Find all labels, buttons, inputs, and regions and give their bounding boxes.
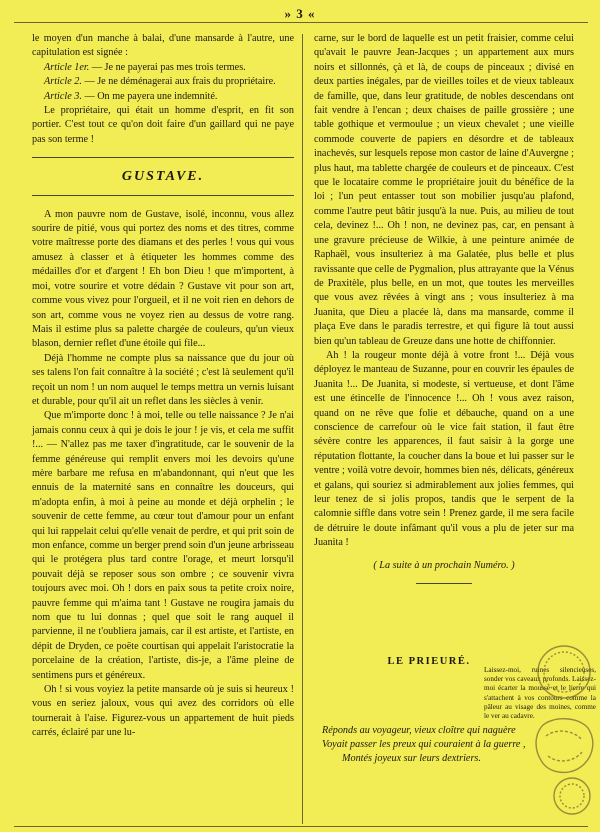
article-2-text: — Je ne déménagerai aux frais du propriétaire. [81, 76, 276, 88]
section-separator-2 [32, 195, 294, 196]
article-3-label: Article 3. [44, 90, 82, 102]
prieure-title: LE PRIEURÉ. [387, 656, 471, 667]
poem-line: Voyait passer les preux qui couraient à la guerre , [322, 739, 526, 751]
section-separator [32, 157, 294, 158]
prieure-epigraph: Laissez-moi, ruines silencieuses, sonder vos caveaux profonds. Laissez-moi écarter la mousse et le lierre qui s'attachent à vos contours comme la pâleur au visage des moines, comme le ver au cadavre. [484, 666, 596, 721]
right-column [314, 32, 574, 596]
closing-paragraph: Le propriétaire, qui était un homme d'esprit, en fit son portier. C'est tout ce qu'on doit faire d'un gaillard qui ne paye pas son terme ! [32, 105, 294, 145]
section-title: GUSTAVE. [121, 169, 205, 185]
prieure-poem [322, 724, 526, 767]
top-rule [14, 22, 588, 23]
right-paragraph-2: Ah ! la rougeur monte déjà à votre front !... Déjà vous déployez le manteau de Suzanne, pour en couvrir les épaules de Juanita !... De Juanita, si modeste, si vertueuse, et dont l'âme est une étincelle de l'innocence !... Oh ! vous avez raison, quand on ne rêve que folie et débauche, quand on a une conscience de carrefour où le vice fait station, il faut être sévère contre les apparences, il faut saisir à la gorge une réputation flottante, la coucher dans la boue et lui passer sur le ventre ; voilà votre devoir, hommes bien nés, délicats, généreux et galans, qui souriez si admirablement aux jolies femmes, qui leur tenez de si jolis propos, tandis que le serpent de la calomnie siffle dans votre sein ! Prenez garde, il me sera facile de détruire le doute infâmant qu'il vous a plu de jeter sur ma Juanita ! [314, 349, 574, 549]
article-3 [32, 90, 294, 104]
article-2-label: Article 2. [44, 76, 82, 88]
poem-line: Montés joyeux sur leurs dextriers. [342, 753, 481, 765]
gustave-paragraph-4: Oh ! si vous voyiez la petite mansarde où je suis si heureux ! vous en seriez jaloux, vous qui avez des corridors où elle tournerait à l'aise. Figurez-vous un appartement de huit pieds carrés, éclairé par une lu- [32, 684, 294, 739]
article-1 [32, 61, 294, 75]
column-divider [302, 34, 303, 824]
left-column [32, 32, 294, 741]
article-1-label: Article 1er. [44, 61, 90, 73]
article-1-text: — Je ne payerai pas mes trois termes. [89, 61, 246, 73]
gustave-paragraph-3: Que m'importe donc ! à moi, telle ou telle naissance ? Je n'ai jamais connu ceux à qui je dois le jour ! je vis, et cela me suffit !... — N'allez pas me taxer d'ingratitude, car le souvenir de la femme généreuse qui remplit envers moi les devoirs qu'une mère barbare me refusa en m'abandonnant, qui n'eut que les ennuis de la maternité sans en connaître les douceurs, qui m'adopta enfin, à moi à peine au monde et déjà orphelin ; le souvenir de cette femme, au cœur tout d'amour pour un enfant qui lui rappelait celui qu'elle venait de perdre, et qui prit soin de mon enfance, comme un berger prend soin d'un jeune arbrisseau qui le protégera plus tard contre l'orage, et meurt lorsqu'il pouvait déjà se reposer sous son ombre ; ce souvenir vivra toujours avec moi. Oh ! dors en paix sous ta petite croix noire, pauvre femme qui m'aima tant ! Gustave ne rougira jamais du nom que tu lui donnas ; quel que soit le rang auquel il parvienne, il ne t'oubliera jamais, car il est artiste, et l'artiste, en dépit de Dryden, ce poëte courtisan qui appelait l'aristocratie la porcelaine de la création, l'artiste, dis-je, a l'âme pleine de sentimens purs et généreux. [32, 410, 294, 681]
gustave-paragraph-1: A mon pauvre nom de Gustave, isolé, inconnu, vous allez sourire de pitié, vous qui portez des noms et des titres, comme votre maîtresse porte des diamans et des perles ! vous qui vous amusez à classer et à étiqueter les hommes comme des médailles d'or et d'argent ! Eh bon Dieu ! que m'importent, à moi, votre sourire et votre dédain ? Gustave vit pour son art, comme vous vivez pour l'orgueil, et il ne voit rien en dehors de son art, comme vous ne voyez rien au dessus de votre rang. Mais il estime plus sa palette chargée de couleurs, qu'un vieux blason, dernier reflet d'une étoile qui file... [32, 208, 294, 350]
poem-line: Réponds au voyageur, vieux cloître qui naguère [322, 725, 516, 736]
article-3-text: — On me payera une indemnité. [81, 90, 218, 102]
intro-paragraph: le moyen d'un manche à balai, d'une mansarde à l'autre, une capitulation est signée : [32, 33, 294, 59]
bottom-rule [14, 826, 588, 827]
suite-note: ( La suite à un prochain Numéro. ) [373, 559, 515, 571]
right-paragraph-1: carne, sur le bord de laquelle est un petit fraisier, comme celui qu'avait le pauvre Jean-Jacques ; un appartement aux murs noirs et sillonnés, çà et là, de coups de pinceaux ; divisé en deux parties inégales, par de vieilles toiles et de vieux tableaux de famille, que, dans leur gratitude, de nobles descendans ont fait vendre à l'encan ; deux chaises de paille grossière ; une table gothique et vermoulue ; un vieux chevalet ; une vieille commode couverte de papiers en désordre et de tableaux inachevés, sur lesquels repose mon castor de laine d'Auvergne ; plus haut, ma tablette chargée de couleurs et de pinceaux. C'est que le locataire comme le propriétaire jouit du bénéfice de la loi ; l'un peut entasser tout son mobilier jusqu'au plafond, comme l'autre peut bâtir jusqu'à la nue. Puis, au milieu de tout cela, devinez !... Oh ! non, ne devinez pas, car, en pensant à une gravure précieuse de Wilkie, à une peinture animée de Raphaël, vous insulteriez à ma Galatée, plus belle et plus ravissante que celle de Pygmalion, plus attrayante que la Vénus de Praxitèle, plus belle, en un mot, que toutes les merveilles que vous avez rêvées à vingt ans ; vous insulteriez à ma Juanita, que Dieu a placée là, dans ma mansarde, comme il plaça Eve dans le paradis terrestre, et qui figure là tout aussi bien qu'un tableau de Greuze dans une hotte de chiffonnier. [314, 33, 574, 347]
article-2 [32, 75, 294, 89]
library-stamp [512, 636, 598, 826]
page-number: » 3 « [284, 6, 316, 21]
short-separator [416, 583, 472, 584]
gustave-paragraph-2: Déjà l'homme ne compte plus sa naissance que du jour où ses talens l'on fait connaître à la société ; c'est là seulement qu'il reçoit un nom ! un nom auquel le temps mettra un vernis luisant et durable, pour qu'il ait un reflet dans les siècles à venir. [32, 352, 294, 407]
